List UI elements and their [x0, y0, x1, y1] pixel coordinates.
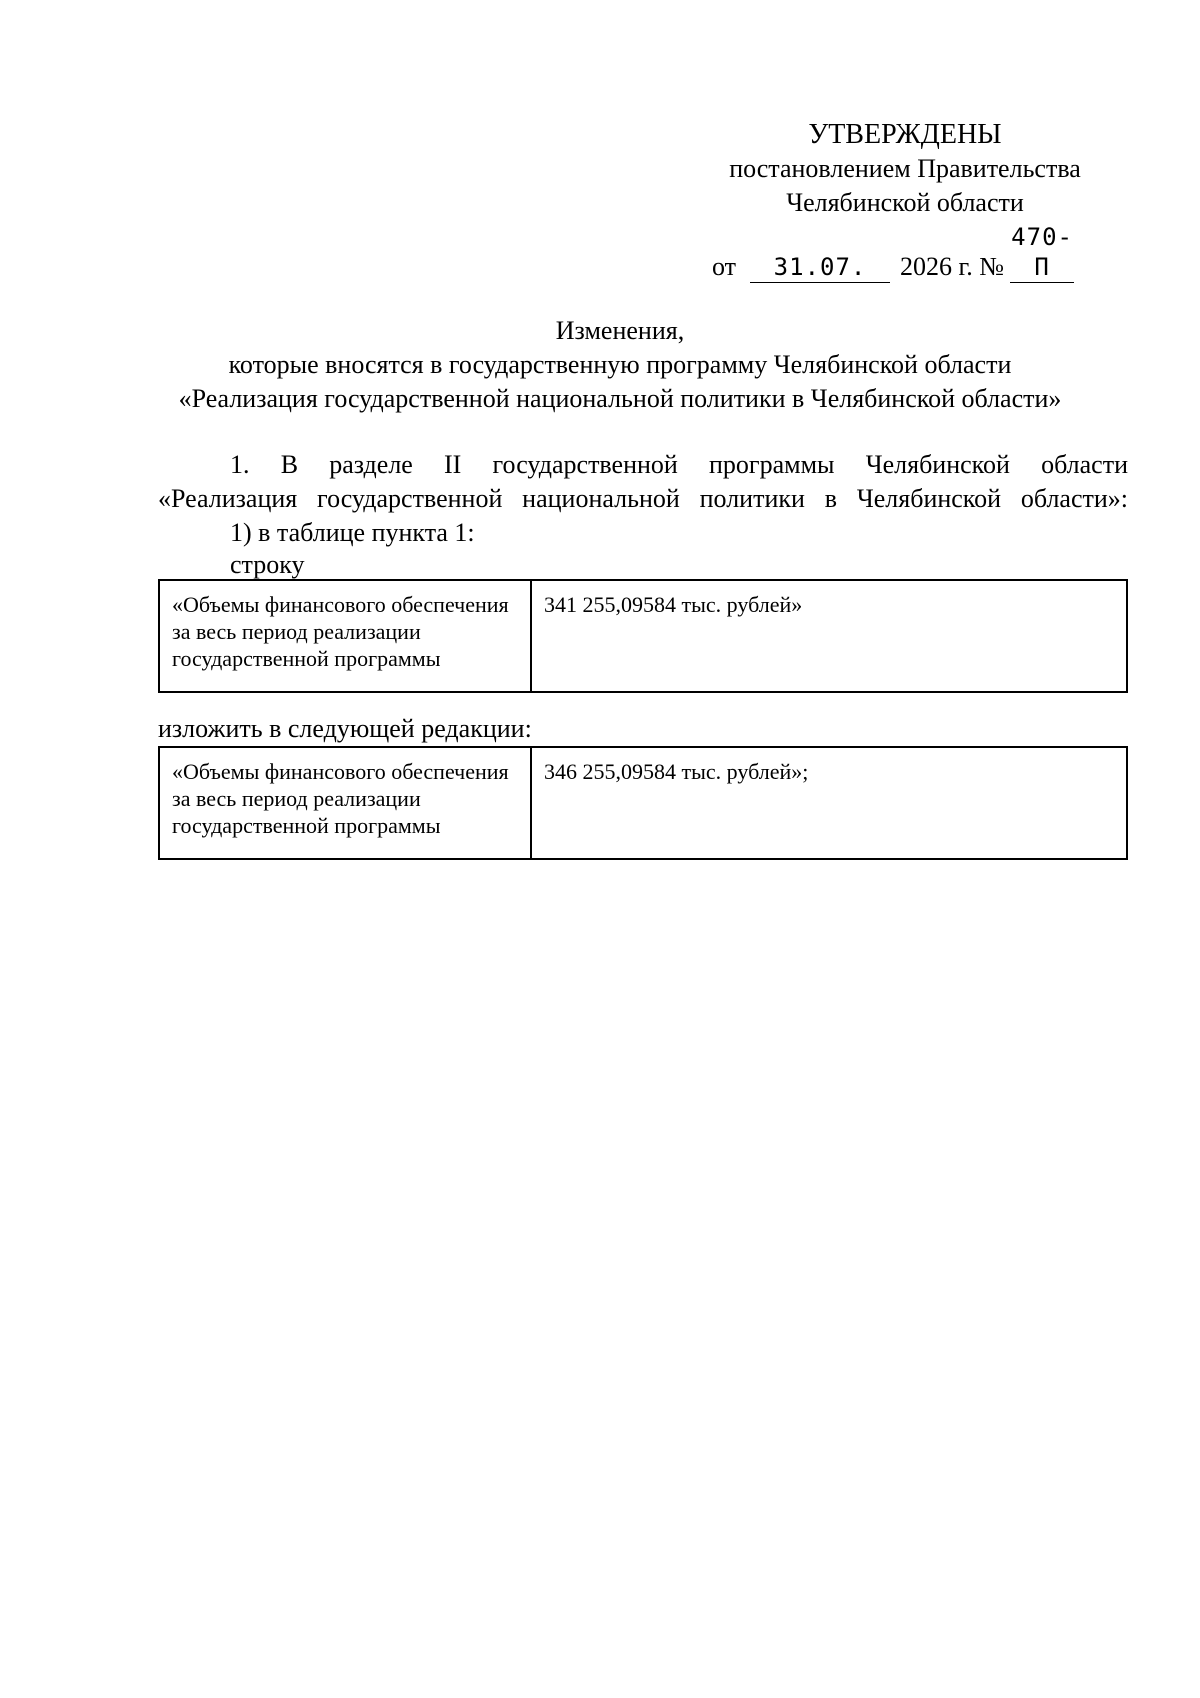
handwritten-number: 470-П	[1011, 223, 1073, 281]
table-row	[159, 580, 1127, 692]
approval-issuer: постановлением Правительства	[729, 154, 1081, 183]
date-prefix: от	[712, 252, 737, 281]
handwritten-date: 31.07.	[750, 252, 890, 283]
heading-title: Изменения,	[555, 316, 685, 345]
document-heading	[150, 314, 1090, 416]
paragraph-1-line-1: 1. В разделе II государственной программы Челябинской области	[230, 450, 1128, 479]
heading-program-name: «Реализация государственной национальной политики в Челябинской области»	[178, 384, 1062, 413]
table-row	[159, 747, 1127, 859]
replace-instruction: изложить в следующей редакции:	[158, 714, 532, 743]
approval-block	[680, 118, 1130, 220]
new-row-value: 346 255,09584 тыс. рублей»;	[531, 747, 1127, 859]
row-word: строку	[230, 550, 305, 579]
approval-title: УТВЕРЖДЕНЫ	[808, 119, 1002, 150]
old-row-table	[158, 579, 1128, 693]
new-row-label: «Объемы финансового обеспечения за весь период реализации государственной программы	[159, 747, 531, 859]
year-number-label: 2026 г. №	[900, 252, 1005, 281]
old-row-value: 341 255,09584 тыс. рублей»	[531, 580, 1127, 692]
approval-region: Челябинской области	[786, 188, 1024, 217]
approval-date-line	[712, 222, 1074, 281]
old-row-label: «Объемы финансового обеспечения за весь период реализации государственной программы	[159, 580, 531, 692]
paragraph-1	[158, 448, 1128, 516]
new-row-table	[158, 746, 1128, 860]
heading-subtitle: которые вносятся в государственную программу Челябинской области	[228, 350, 1012, 379]
paragraph-1-line-2: «Реализация государственной национальной политики в Челябинской области»:	[158, 484, 1128, 513]
subitem-1: 1) в таблице пункта 1:	[230, 518, 475, 547]
